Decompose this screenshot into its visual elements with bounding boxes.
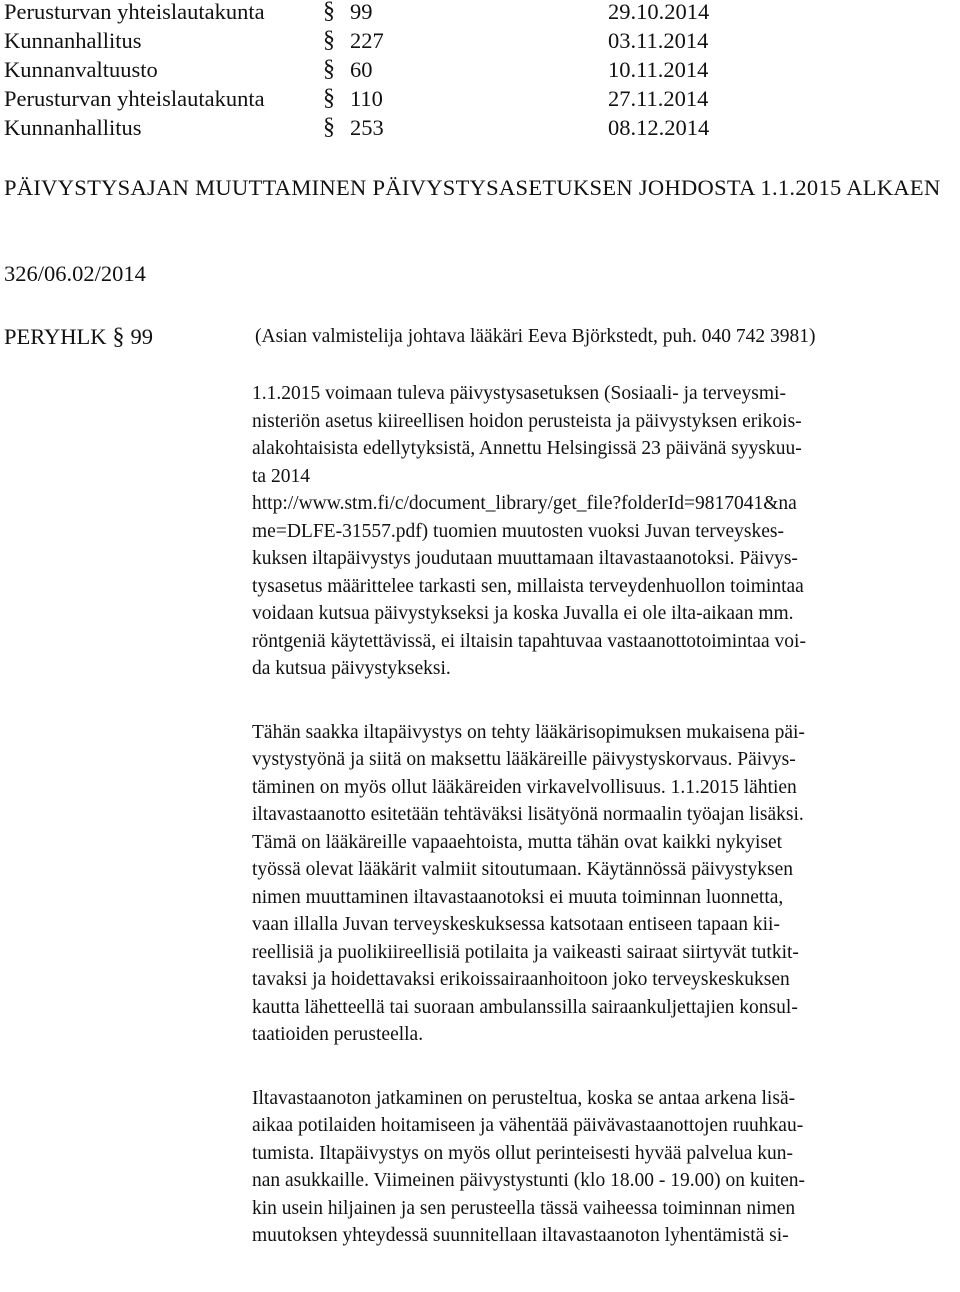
meeting-date: 27.11.2014 — [608, 86, 709, 111]
paragraph-line: Iltavastaanoton jatkaminen on perusteltua, koska se antaa arkena lisä- — [252, 1087, 796, 1109]
section-number: 227 — [350, 28, 384, 53]
paragraph-line: vaan illalla Juvan terveyskeskuksessa katsotaan entiseen tapaan kii- — [252, 914, 780, 935]
body-paragraph — [252, 380, 957, 683]
paragraph-line: tysasetus määrittelee tarkasti sen, millaista terveydenhuollon toimintaa — [252, 575, 804, 597]
document-body — [252, 380, 957, 1250]
paragraph-line: muutoksen yhteydessä suunnitellaan iltavastaanoton lyhentämistä si- — [252, 1225, 789, 1246]
section-number: 253 — [350, 115, 384, 140]
paragraph-line: nisteriön asetus kiireellisen hoidon perusteista ja päivystyksen erikois- — [252, 410, 802, 432]
section-sign: § — [323, 114, 335, 140]
committee-abbreviation: PERYHLK — [4, 324, 107, 349]
section-sign: § — [112, 324, 125, 350]
section-number: 110 — [350, 86, 383, 111]
paragraph-line: reellisiä ja puolikiireellisiä potilaita ja vaikeasti sairaat siirtyvät tutkit- — [252, 941, 799, 963]
section-sign: § — [323, 85, 335, 111]
section-number: 99 — [350, 0, 373, 24]
paragraph-line: me=DLFE-31557.pdf) tuomien muutosten vuoksi Juvan terveyskes- — [252, 520, 785, 542]
section-number: 99 — [130, 324, 154, 349]
paragraph-line: nan asukkaille. Viimeinen päivystystunti (klo 18.00 - 19.00) on kuiten- — [252, 1170, 806, 1191]
paragraph-line: kin usein hiljainen ja sen perusteella tässä vaiheessa toiminnan nimen — [252, 1197, 796, 1219]
paragraph-line: iltavastaanotto esitetään tehtäväksi lisätyönä normaalin työajan lisäksi. — [252, 804, 804, 825]
paragraph-line: vystystyönä ja siitä on maksettu lääkäreille päivystyskorvaus. Päivys- — [252, 749, 796, 770]
meeting-date: 03.11.2014 — [608, 28, 709, 53]
section-number: 60 — [350, 57, 373, 82]
paragraph-line: da kutsua päivystykseksi. — [252, 658, 451, 679]
body-paragraph — [252, 1085, 957, 1250]
paragraph-line: 1.1.2015 voimaan tuleva päivystysasetuksen (Sosiaali- ja terveysmi- — [252, 383, 786, 404]
paragraph-line: kautta lähetteellä tai suoraan ambulanssilla sairaankuljettajien konsul- — [252, 996, 798, 1018]
meeting-body: Kunnanhallitus — [4, 115, 142, 140]
paragraph-line: taatioiden perusteella. — [252, 1024, 424, 1045]
meeting-date: 08.12.2014 — [608, 115, 710, 140]
paragraph-line: voidaan kutsua päivystykseksi ja koska Juvalla ei ole ilta-aikaan mm. — [252, 603, 794, 624]
document-title: PÄIVYSTYSAJAN MUUTTAMINEN PÄIVYSTYSASETUKSEN JOHDOSTA 1.1.2015 ALKAEN — [4, 175, 941, 200]
presenter-info: (Asian valmistelija johtava lääkäri Eeva Björkstedt, puh. 040 742 3981) — [255, 326, 816, 347]
meeting-date: 29.10.2014 — [608, 0, 710, 24]
meeting-body: Kunnanvaltuusto — [4, 57, 158, 82]
section-sign: § — [323, 27, 335, 53]
peryhlk-heading — [4, 320, 816, 354]
section-sign: § — [323, 0, 335, 24]
paragraph-line: ta 2014 — [252, 465, 310, 487]
paragraph-line: työssä olevat lääkärit valmiit sitoutumaan. Käytännössä päivystyksen — [252, 859, 794, 880]
case-number: 326/06.02/2014 — [4, 261, 146, 286]
paragraph-line: http://www.stm.fi/c/document_library/get_file?folderId=9817041&na — [252, 493, 797, 514]
section-sign: § — [323, 56, 335, 82]
paragraph-line: kuksen iltapäivystys joudutaan muuttamaan iltavastaanotoksi. Päivys- — [252, 548, 798, 569]
paragraph-line: Tämä on lääkäreille vapaaehtoista, mutta tähän ovat kaikki nykyiset — [252, 831, 783, 853]
meeting-body: Perusturvan yhteislautakunta — [4, 86, 265, 111]
meeting-body: Kunnanhallitus — [4, 28, 142, 53]
paragraph-line: täminen on myös ollut lääkäreiden virkavelvollisuus. 1.1.2015 lähtien — [252, 776, 797, 798]
paragraph-line: aikaa potilaiden hoitamiseen ja vähentää päivävastaanottojen ruuhkau- — [252, 1115, 804, 1136]
paragraph-line: tavaksi ja hoidettavaksi erikoissairaanhoitoon joko terveyskeskuksen — [252, 969, 790, 990]
paragraph-line: röntgeniä käytettävissä, ei iltaisin tapahtuvaa vastaanottotoimintaa voi- — [252, 630, 806, 652]
body-paragraph — [252, 719, 957, 1049]
paragraph-line: nimen muuttaminen iltavastaanotoksi ei muuta toiminnan luonnetta, — [252, 886, 784, 908]
paragraph-line: alakohtaisista edellytyksistä, Annettu Helsingissä 23 päivänä syyskuu- — [252, 438, 802, 459]
meeting-body: Perusturvan yhteislautakunta — [4, 0, 265, 24]
paragraph-line: tumista. Iltapäivystys on myös ollut perinteisesti hyvää palvelua kun- — [252, 1142, 794, 1164]
paragraph-line: Tähän saakka iltapäivystys on tehty lääkärisopimuksen mukaisena päi- — [252, 721, 805, 743]
meeting-date: 10.11.2014 — [608, 57, 709, 82]
